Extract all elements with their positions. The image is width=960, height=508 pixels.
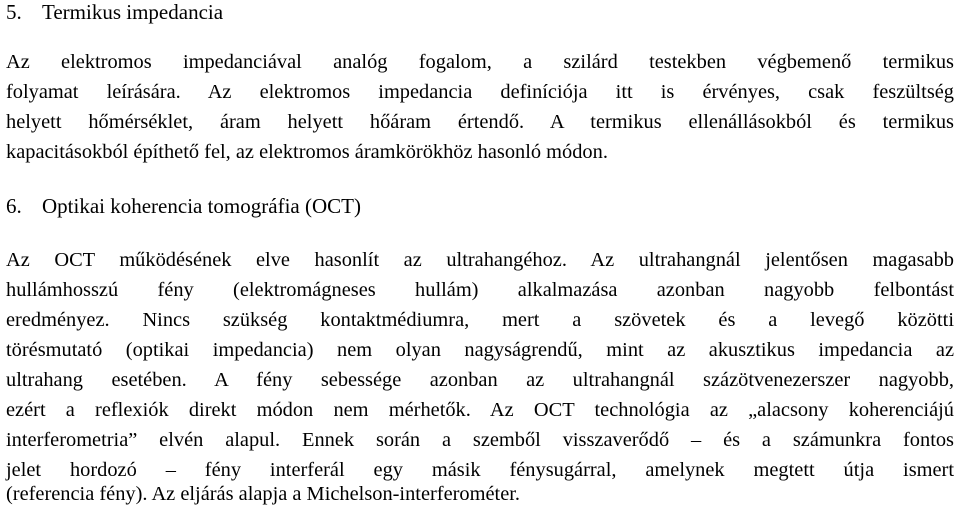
section-5-line-1: Az elektromos impedanciával analóg fogalom, a szilárd testekben végbemenő termikus [6, 51, 954, 73]
section-6-line-1a: Az OCT működésének elve hasonlít az ultrahangéhoz. [6, 249, 567, 271]
section-6-line-8: jelet hordozó – fény interferál egy másik fénysugárral, amelynek megtett útja ismert [6, 459, 954, 481]
section-6-line-1b: Az ultrahangnál jelentősen magasabb [590, 249, 954, 271]
section-6-heading [6, 192, 954, 220]
section-5-heading [6, 0, 954, 26]
section-6-line-3: eredményez. Nincs szükség kontaktmédiumra, mert a szövetek és a levegő közötti [6, 309, 954, 331]
section-6-line-6: ezért a reflexiók direkt módon nem mérhetők. Az OCT technológia az „alacsony koherenciájú [6, 399, 954, 421]
section-6-line-9: (referencia fény). Az eljárás alapja a Michelson-interferométer. [6, 483, 521, 505]
section-6-line-4: törésmutató (optikai impedancia) nem olyan nagyságrendű, mint az akusztikus impedancia az [6, 339, 954, 361]
section-5-line-2: folyamat leírására. Az elektromos impedancia definíciója itt is érvényes, csak feszültség [6, 81, 954, 103]
section-6-title: Optikai koherencia tomográfia (OCT) [42, 194, 361, 218]
section-5-number: 5. [6, 0, 22, 24]
section-5-title: Termikus impedancia [42, 0, 224, 24]
section-5-line-3: helyett hőmérséklet, áram helyett hőáram értendő. A termikus ellenállásokból és termikus [6, 111, 954, 133]
section-6-line-2: hullámhosszú fény (elektromágneses hullám) alkalmazása azonban nagyobb felbontást [6, 279, 954, 301]
section-6-line-1 [6, 246, 954, 274]
section-6-line-7: interferometria” elvén alapul. Ennek során a szemből visszaverődő – és a számunkra fontos [6, 429, 954, 451]
section-5-line-4: kapacitásokból építhető fel, az elektromos áramkörökhöz hasonló módon. [6, 141, 608, 163]
section-6-number: 6. [6, 194, 22, 218]
section-6-line-5: ultrahang esetében. A fény sebessége azonban az ultrahangnál százötvenezerszer nagyobb, [6, 369, 954, 391]
